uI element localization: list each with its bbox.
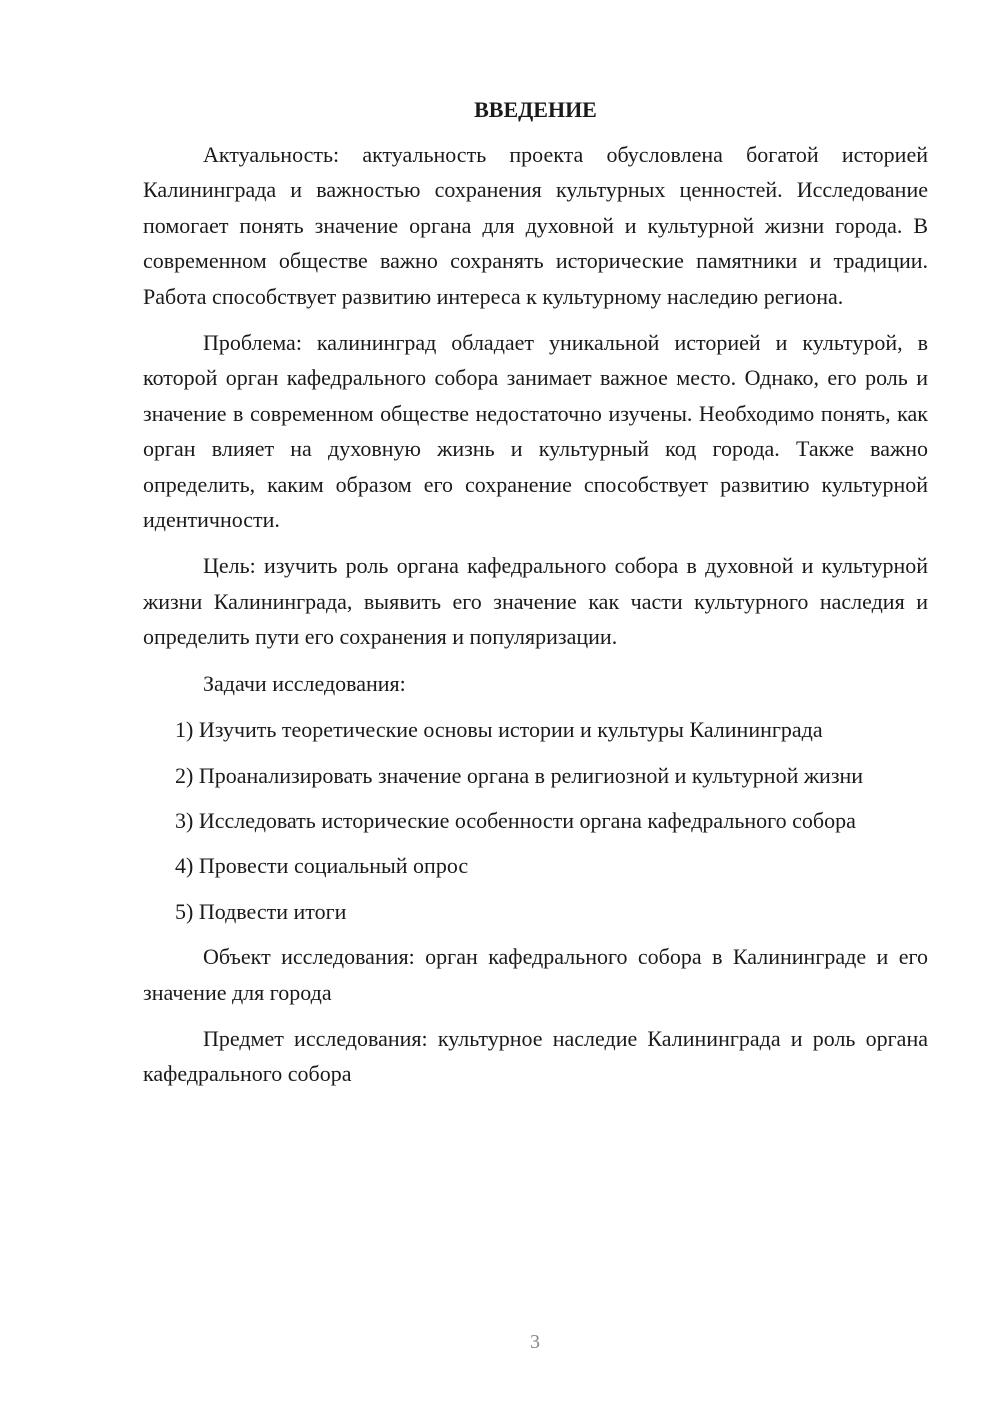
problem-paragraph: Проблема: калининград обладает уникальной историей и культурой, в которой орган кафедрального собора занимает важное место. Однако, его роль и значение в современном обществе недостаточно изучены. Необходимо понять, как орган влияет на духовную жизнь и культурный код города. Также важно определить, каким образом его сохранение способствует развитию культурной идентичности. xyxy=(143,330,928,533)
tasks-heading: Задачи исследования: xyxy=(203,670,406,696)
page-title: ВВЕДЕНИЕ xyxy=(474,97,597,122)
subject-paragraph: Предмет исследования: культурное наследие Калининграда и роль органа кафедрального собора xyxy=(143,1025,928,1087)
relevance-paragraph: Актуальность: актуальность проекта обусловлена богатой историей Калининграда и важностью сохранения культурных ценностей. Исследование помогает понять значение органа для духовной и культурной жизни города. В современном обществе важно сохранять исторические памятники и традиции. Работа способствует развитию интереса к культурному наследию региона. xyxy=(143,142,928,309)
task-item-2: 2) Проанализировать значение органа в религиозной и культурной жизни xyxy=(175,762,864,788)
task-item-3: 3) Исследовать исторические особенности органа кафедрального собора xyxy=(175,807,856,833)
object-paragraph: Объект исследования: орган кафедрального собора в Калининграде и его значение для города xyxy=(143,944,928,1005)
page-content xyxy=(143,94,928,1103)
goal-paragraph: Цель: изучить роль органа кафедрального собора в духовной и культурной жизни Калининграда, выявить его значение как части культурного наследия и определить пути его сохранения и популяризации. xyxy=(143,553,928,650)
tasks-list xyxy=(143,712,928,929)
page-number: 3 xyxy=(530,1331,540,1353)
task-item-1: 1) Изучить теоретические основы истории и культуры Калининграда xyxy=(175,717,823,743)
task-item-4: 4) Провести социальный опрос xyxy=(175,853,469,879)
task-item-5: 5) Подвести итоги xyxy=(175,898,347,924)
